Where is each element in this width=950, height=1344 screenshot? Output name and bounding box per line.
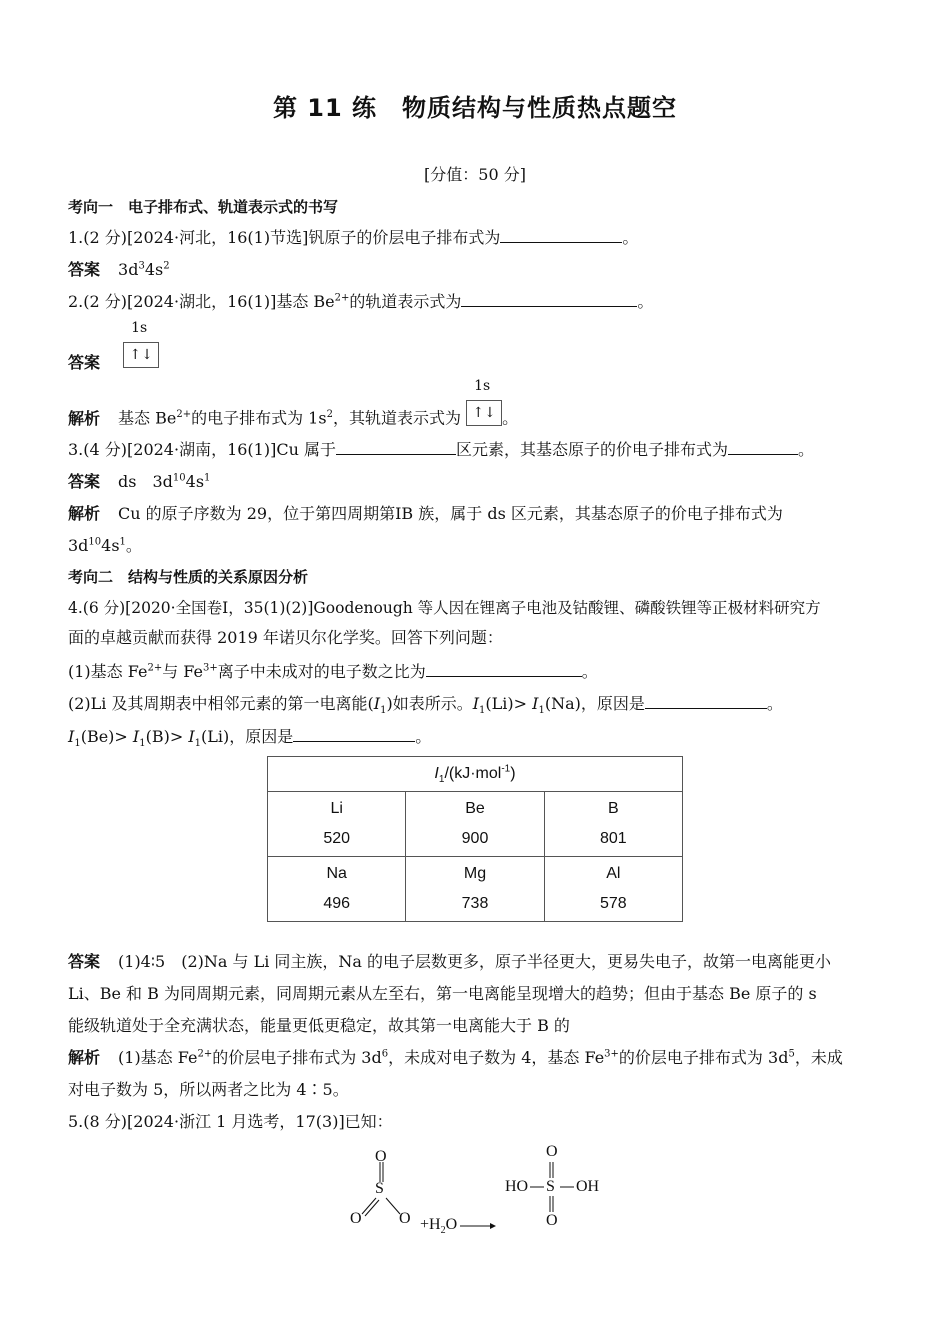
- question-2-text: 2.(2 分)[2024·湖北，16(1)]基态 Be: [68, 292, 335, 311]
- answer-blank: [500, 228, 622, 243]
- element-symbol: Na: [326, 865, 347, 882]
- page-title: 第 11 练 物质结构与性质热点题空: [272, 94, 678, 122]
- subscript: 1: [438, 774, 445, 786]
- explanation-label: 解析: [68, 1048, 101, 1067]
- explanation-text: ，未成: [794, 1048, 843, 1067]
- element-symbol: Li: [330, 800, 343, 817]
- table-row: [268, 792, 683, 857]
- punct: 。: [502, 408, 519, 428]
- question-text: 与 Fe: [162, 662, 203, 681]
- atom-O: O: [375, 1148, 387, 1165]
- atom-O: O: [546, 1143, 558, 1160]
- superscript: 10: [88, 536, 102, 548]
- superscript: 10: [172, 472, 186, 484]
- answer-text: 4s: [144, 260, 164, 279]
- superscript: 2+: [334, 292, 350, 304]
- answer-blank: [426, 662, 582, 677]
- superscript: 3+: [604, 1048, 619, 1060]
- explanation-text: 的电子排布式为 1s: [191, 408, 327, 428]
- ionization-energy-table: [267, 756, 683, 922]
- orbital-label: 1s: [474, 378, 491, 394]
- symbol-I: I: [132, 727, 140, 746]
- answer-2: [68, 320, 159, 376]
- question-1: [68, 228, 638, 248]
- table-header: [268, 757, 683, 792]
- answer-blank: [461, 292, 637, 307]
- table-cell: [406, 857, 544, 922]
- plus-h: +H: [420, 1216, 441, 1233]
- superscript: 6: [381, 1048, 389, 1060]
- answer-blank: [728, 440, 798, 455]
- superscript: 2: [163, 260, 170, 272]
- element-symbol: Mg: [463, 865, 487, 882]
- element-symbol: B: [607, 800, 619, 817]
- atom-O: O: [350, 1210, 362, 1227]
- explanation-4-cont: 对电子数为 5，所以两者之比为 4∶5。: [68, 1080, 349, 1099]
- answer-label: 答案: [68, 472, 101, 491]
- table-cell: [268, 792, 406, 857]
- section-heading-2: 考向二 结构与性质的关系原因分析: [68, 568, 309, 586]
- question-5: 5.(8 分)[2024·浙江 1 月选考，17(3)]已知：: [68, 1112, 393, 1131]
- subscript: 1: [194, 738, 202, 750]
- orbital-diagram: [466, 378, 502, 426]
- orbital-diagram: [123, 320, 159, 368]
- explanation-label: 解析: [68, 408, 101, 428]
- explanation-4: [68, 1048, 843, 1068]
- answer-blank: [645, 694, 767, 709]
- question-text: (Li)，原因是: [201, 727, 294, 746]
- explanation-text: ，未成对电子数为 4，基态 Fe: [388, 1048, 605, 1067]
- table-cell: [268, 857, 406, 922]
- answer-3: [68, 472, 210, 492]
- superscript: 2+: [147, 662, 163, 674]
- symbol-I: I: [532, 694, 539, 713]
- symbol-I: I: [188, 727, 195, 746]
- answer-4-line-1: [68, 952, 831, 972]
- question-text: (B)>: [145, 727, 189, 746]
- question-text: 离子中未成对的电子数之比为: [217, 662, 426, 681]
- question-text: (Na)，原因是: [544, 694, 645, 713]
- explanation-3-cont: [68, 536, 142, 556]
- section-heading-1: 考向一 电子排布式、轨道表示式的书写: [68, 198, 339, 216]
- superscript: 1: [204, 472, 211, 484]
- answer-blank: [336, 440, 456, 455]
- question-1-text: 1.(2 分)[2024·河北，16(1)节选]钒原子的价层电子排布式为: [68, 228, 501, 247]
- ionization-value: 578: [599, 895, 627, 912]
- element-symbol: Al: [606, 865, 621, 882]
- atom-S: S: [375, 1180, 384, 1197]
- subscript: 1: [538, 705, 545, 717]
- superscript: 2+: [176, 409, 192, 421]
- explanation-text: Cu 的原子序数为 29，位于第四周期第ⅠB 族，属于 ds 区元素，其基态原子的价电子排布式为: [118, 504, 783, 523]
- question-4-line-1: 4.(6 分)[2020·全国卷Ⅰ，35(1)(2)]Goodenough 等人因在锂离子电池及钴酸锂、磷酸铁锂等正极材料研究方: [68, 599, 821, 617]
- question-text: (Li)>: [485, 694, 533, 713]
- punct: 。: [581, 662, 598, 681]
- atom-O: O: [399, 1210, 411, 1227]
- ionization-value: 520: [323, 830, 351, 847]
- explanation-text: 的价层电子排布式为 3d: [212, 1048, 382, 1067]
- answer-label: 答案: [68, 952, 101, 971]
- symbol-I: I: [68, 727, 75, 746]
- table-header-row: [268, 757, 683, 792]
- question-text: (2)Li 及其周期表中相邻元素的第一电离能(: [68, 694, 374, 713]
- answer-label: 答案: [68, 260, 101, 279]
- superscript: 1: [119, 536, 126, 548]
- subscript: 1: [380, 705, 387, 717]
- explanation-text: 4s: [101, 536, 120, 555]
- atom-S: S: [546, 1178, 555, 1195]
- table-cell: [544, 792, 682, 857]
- question-4-part-1: [68, 662, 598, 682]
- atom-O: O: [445, 1216, 458, 1233]
- question-2: [68, 292, 653, 312]
- question-3-text: 区元素，其基态原子的价电子排布式为: [455, 440, 728, 459]
- answer-4-line-2: Li、Be 和 B 为同周期元素，同周期元素从左至右，第一电离能呈现增大的趋势；但由于基态 Be 原子的 s: [68, 984, 817, 1003]
- table-cell: [406, 792, 544, 857]
- superscript: 3: [138, 260, 145, 272]
- plus-water: [420, 1216, 458, 1237]
- table-cell: [544, 857, 682, 922]
- superscript: -1: [501, 763, 511, 775]
- superscript: 2: [326, 409, 333, 421]
- symbol-I: I: [434, 765, 439, 782]
- subscript: 1: [479, 705, 486, 717]
- orbital-label: 1s: [131, 320, 148, 336]
- header-text: /(kJ·mol: [444, 765, 502, 782]
- table-row: [268, 857, 683, 922]
- answer-blank: [293, 727, 415, 742]
- question-4-part-2: [68, 694, 783, 717]
- atom-O: O: [546, 1212, 558, 1229]
- header-text: ): [510, 765, 516, 782]
- answer-text: ds 3d: [118, 472, 173, 491]
- symbol-I: I: [373, 694, 381, 713]
- superscript: 5: [788, 1048, 795, 1060]
- explanation-text: 基态 Be: [118, 408, 177, 428]
- ionization-value: 900: [461, 830, 489, 847]
- answer-text: (1)4∶5 (2)Na 与 Li 同主族，Na 的电子层数更多，原子半径更大，更易失电子，故第一电离能更小: [118, 952, 832, 971]
- question-text: (Be)>: [80, 727, 133, 746]
- ionization-value: 496: [323, 895, 351, 912]
- question-4-part-2-cont: [68, 727, 432, 750]
- hydroxyl-group: OH: [576, 1178, 600, 1195]
- subscript: 2: [440, 1225, 446, 1237]
- subscript: 1: [139, 738, 146, 750]
- answer-1: [68, 260, 170, 280]
- ionization-value: 738: [461, 895, 489, 912]
- explanation-text: 的价层电子排布式为 3d: [618, 1048, 789, 1067]
- punct: 。: [637, 292, 654, 311]
- element-symbol: Be: [465, 800, 485, 817]
- score-info: [分值：50 分]: [424, 165, 526, 184]
- punct: 。: [797, 440, 814, 459]
- question-3-text: 3.(4 分)[2024·湖南，16(1)]Cu 属于: [68, 440, 336, 459]
- explanation-text: 3d: [68, 536, 89, 555]
- punct: 。: [125, 536, 142, 555]
- question-4-line-2: 面的卓越贡献而获得 2019 年诺贝尔化学奖。回答下列问题：: [68, 628, 503, 647]
- explanation-text: (1)基态 Fe: [118, 1048, 198, 1067]
- up-down-arrows-icon: ↑↓: [466, 400, 502, 426]
- explanation-text: ，其轨道表示式为: [332, 408, 461, 428]
- ionization-value: 801: [599, 830, 627, 847]
- superscript: 2+: [197, 1048, 213, 1060]
- superscript: 3+: [203, 662, 218, 674]
- punct: 。: [622, 228, 639, 247]
- subscript: 1: [74, 738, 81, 750]
- question-text: )如表所示。: [386, 694, 473, 713]
- bond: [386, 1198, 400, 1214]
- punct: 。: [766, 694, 783, 713]
- question-2-text: 的轨道表示式为: [349, 292, 462, 311]
- explanation-3: [68, 504, 783, 524]
- explanation-label: 解析: [68, 504, 101, 523]
- explanation-2: [68, 378, 519, 432]
- answer-4-line-3: 能级轨道处于全充满状态，能量更低更稳定，故其第一电离能大于 B 的: [68, 1016, 570, 1035]
- up-down-arrows-icon: ↑↓: [123, 342, 159, 368]
- answer-label: 答案: [68, 352, 101, 372]
- question-text: (1)基态 Fe: [68, 662, 148, 681]
- arrow-head-icon: [490, 1223, 496, 1229]
- hydroxyl-group: HO: [505, 1178, 529, 1195]
- symbol-I: I: [472, 694, 480, 713]
- question-3: [68, 440, 814, 460]
- answer-text: 4s: [185, 472, 205, 491]
- punct: 。: [415, 727, 432, 746]
- answer-text: 3d: [118, 260, 139, 279]
